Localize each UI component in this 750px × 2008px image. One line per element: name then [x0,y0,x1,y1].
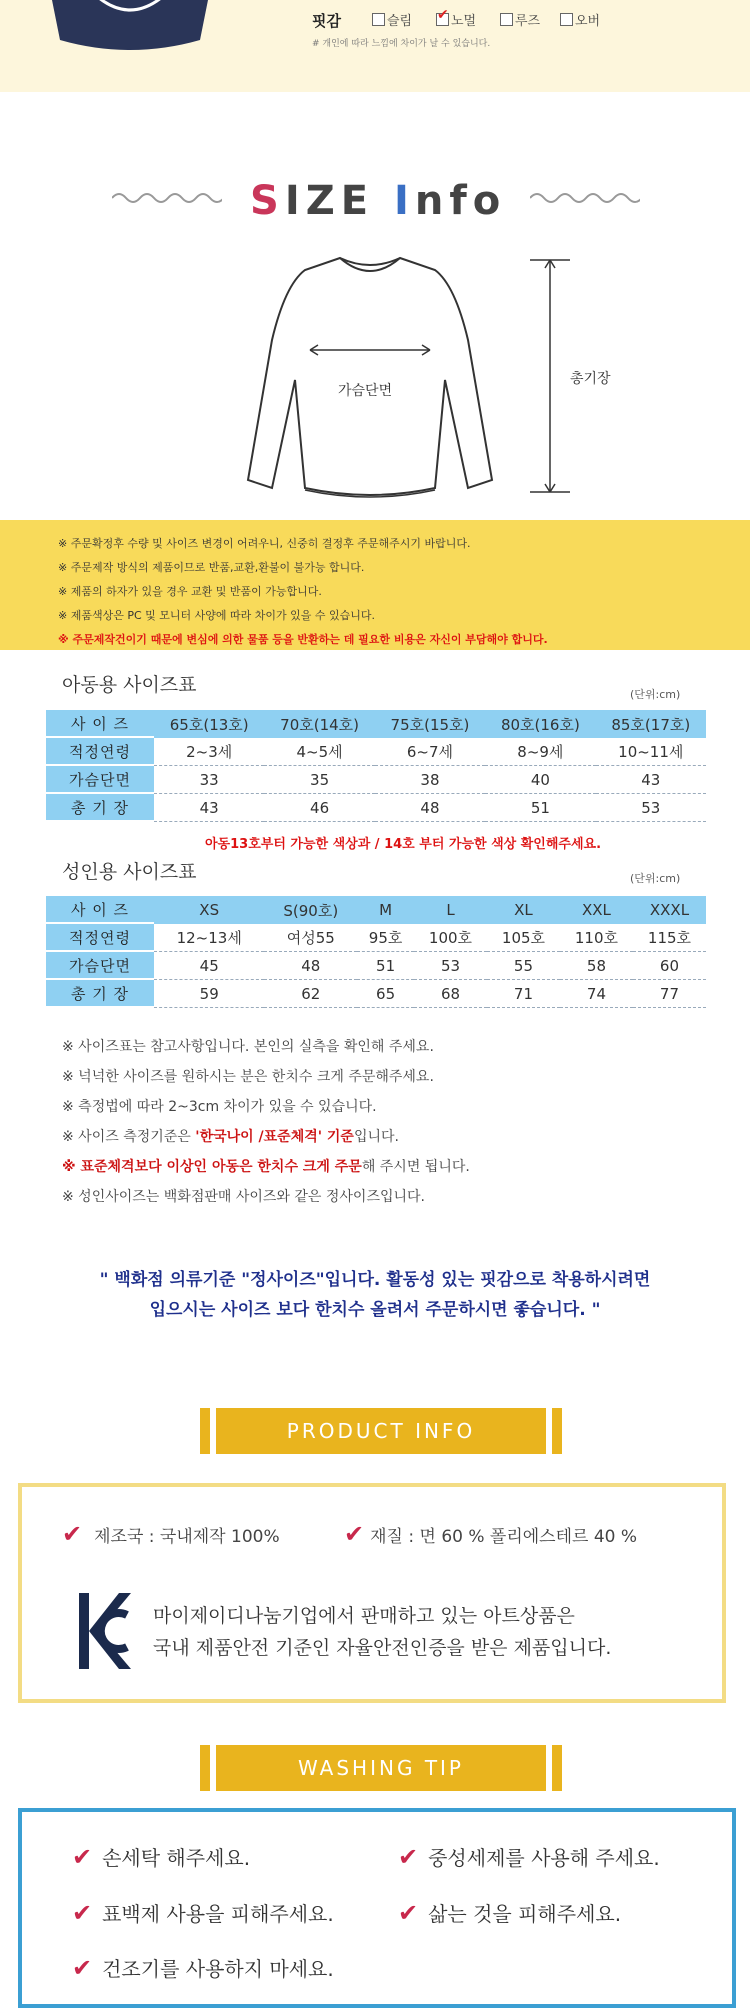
table-cell: 51 [485,794,595,822]
table-cell: 2~3세 [154,738,264,766]
checkbox-checked-icon[interactable] [436,13,449,26]
notice-line: ※ 주문확정후 수량 및 사이즈 변경이 어려우니, 신중히 결정후 주문해주시기 바랍니다. [58,537,471,550]
fit-option-over[interactable]: 오버 [560,10,600,29]
product-info-banner: PRODUCT INFO [210,1408,552,1454]
table-cell: 4~5세 [264,738,374,766]
table-header-cell: M [357,896,414,924]
table-header-cell: 75호(15호) [375,710,485,738]
table-cell: 65 [357,980,414,1008]
order-notice [0,520,750,650]
table-header-cell: XXXL [633,896,706,924]
table-header-cell: L [414,896,487,924]
table-header-cell: XXL [560,896,633,924]
table-header-cell: XL [487,896,560,924]
notice-line: ※ 제품색상은 PC 및 모니터 사양에 따라 차이가 있을 수 있습니다. [58,609,376,622]
table-header-cell: 80호(16호) [485,710,595,738]
checkbox-icon[interactable] [372,13,385,26]
table-cell: 95호 [357,924,414,952]
fit-option-slim[interactable]: 슬림 [372,10,412,29]
fit-option-normal[interactable]: ✔ 노멀 [436,10,476,29]
table-cell: 45 [154,952,264,980]
kids-size-table [46,710,706,822]
note-line: ※ 사이즈 측정기준은 '한국나이 /표준체격' 기준입니다. [62,1129,399,1145]
table-cell: 53 [596,794,706,822]
table-cell: 43 [154,794,264,822]
material-line: ✔ 재질 : 면 60 % 폴리에스테르 40 % [344,1520,638,1548]
table-row [46,738,706,766]
note-line: ※ 측정법에 따라 2~3cm 차이가 있을 수 있습니다. [62,1099,377,1115]
table-cell: 74 [560,980,633,1008]
chest-label: 가슴단면 [338,383,393,399]
table-cell: 68 [414,980,487,1008]
table-cell: 53 [414,952,487,980]
kc-certification-text: 마이제이디나눔기업에서 판매하고 있는 아트상품은 국내 제품안전 기준인 자율안전인증을 받은 제품입니다. [153,1605,612,1659]
note-line: ※ 표준체격보다 이상인 아동은 한치수 크게 주문해 주시면 됩니다. [62,1159,470,1175]
notice-line-warning: ※ 주문제작건이기 때문에 변심에 의한 물품 등을 반환하는 데 필요한 비용은 자신이 부담해야 합니다. [58,633,548,646]
table-cell: 71 [487,980,560,1008]
table-cell: 40 [485,766,595,794]
washing-tip-item: ✔ 손세탁 해주세요. [72,1842,251,1871]
table-cell: 총 기 장 [46,980,154,1008]
table-cell: 43 [596,766,706,794]
table-cell: 33 [154,766,264,794]
check-icon: ✔ [398,1842,419,1871]
size-recommendation-quote: " 백화점 의류기준 "정사이즈"입니다. 활동성 있는 핏감으로 착용하시려면 입으시는 사이즈 보다 한치수 올려서 주문하시면 좋습니다. " [99,1270,651,1320]
color-availability-note: 아동13호부터 가능한 색상과 / 14호 부터 가능한 색상 확인해주세요. [205,837,602,852]
kids-table-unit: (단위:cm) [630,688,681,701]
washing-tip-item: ✔ 표백제 사용을 피해주세요. [72,1898,334,1927]
table-cell: 105호 [487,924,560,952]
kids-table-title: 아동용 사이즈표 [62,674,197,696]
table-cell: 35 [264,766,374,794]
note-line: ※ 성인사이즈는 백화점판매 사이즈와 같은 정사이즈입니다. [62,1189,426,1205]
table-header-cell: S(90호) [264,896,357,924]
fit-option-loose[interactable]: 루즈 [500,10,540,29]
table-header-cell: 65호(13호) [154,710,264,738]
table-header-row [46,896,706,924]
fit-label: 핏감 [312,12,341,30]
table-cell: 가슴단면 [46,766,154,794]
check-icon: ✔ [62,1520,83,1548]
sweater-image [50,0,210,50]
adult-table-unit: (단위:cm) [630,872,681,885]
table-cell: 8~9세 [485,738,595,766]
washing-tip-item: ✔ 삶는 것을 피해주세요. [398,1898,622,1927]
size-info-title: SIZE Info [250,178,507,224]
check-icon: ✔ [398,1898,419,1927]
table-header-cell: 사 이 즈 [46,710,154,738]
note-line: ※ 넉넉한 사이즈를 원하시는 분은 한치수 크게 주문해주세요. [62,1069,434,1085]
note-line: ※ 사이즈표는 참고사항입니다. 본인의 실측을 확인해 주세요. [62,1039,434,1055]
table-cell: 58 [560,952,633,980]
check-icon: ✔ [72,1953,93,1982]
table-cell: 46 [264,794,374,822]
table-row [46,924,706,952]
wave-decoration-left [112,190,222,206]
origin-line: ✔ 제조국 : 국내제작 100% [62,1520,280,1548]
notice-line: ※ 주문제작 방식의 제품이므로 반품,교환,환불이 불가능 합니다. [58,561,365,574]
table-cell: 77 [633,980,706,1008]
table-cell: 여성55 [264,924,357,952]
wave-decoration-right [530,190,640,206]
table-header-row [46,710,706,738]
table-cell: 6~7세 [375,738,485,766]
table-cell: 59 [154,980,264,1008]
table-cell: 48 [264,952,357,980]
table-cell: 가슴단면 [46,952,154,980]
kc-certification-icon [75,1585,133,1675]
table-row [46,766,706,794]
table-cell: 12~13세 [154,924,264,952]
table-cell: 적정연령 [46,738,154,766]
washing-tip-item: ✔ 중성세제를 사용해 주세요. [398,1842,660,1871]
adult-size-table [46,896,706,1008]
table-cell: 55 [487,952,560,980]
check-icon: ✔ [72,1898,93,1927]
adult-table-title: 성인용 사이즈표 [62,861,197,883]
table-cell: 60 [633,952,706,980]
washing-tip-banner: WASHING TIP [210,1745,552,1791]
table-cell: 38 [375,766,485,794]
check-icon: ✔ [72,1842,93,1871]
table-cell: 62 [264,980,357,1008]
fit-note: # 개인에 따라 느낌에 차이가 날 수 있습니다. [312,39,491,49]
table-cell: 적정연령 [46,924,154,952]
checkbox-icon[interactable] [560,13,573,26]
length-label: 총기장 [570,371,611,387]
table-cell: 48 [375,794,485,822]
checkbox-icon[interactable] [500,13,513,26]
table-cell: 10~11세 [596,738,706,766]
table-header-cell: 사 이 즈 [46,896,154,924]
table-header-cell: 70호(14호) [264,710,374,738]
table-cell: 110호 [560,924,633,952]
table-row [46,794,706,822]
table-cell: 51 [357,952,414,980]
table-cell: 100호 [414,924,487,952]
check-icon: ✔ [344,1520,365,1548]
washing-tip-item: ✔ 건조기를 사용하지 마세요. [72,1953,334,1982]
size-notes [62,1032,470,1212]
table-cell: 총 기 장 [46,794,154,822]
table-cell: 115호 [633,924,706,952]
table-row [46,980,706,1008]
notice-line: ※ 제품의 하자가 있을 경우 교환 및 반품이 가능합니다. [58,585,322,598]
table-header-cell: XS [154,896,264,924]
table-row [46,952,706,980]
table-header-cell: 85호(17호) [596,710,706,738]
